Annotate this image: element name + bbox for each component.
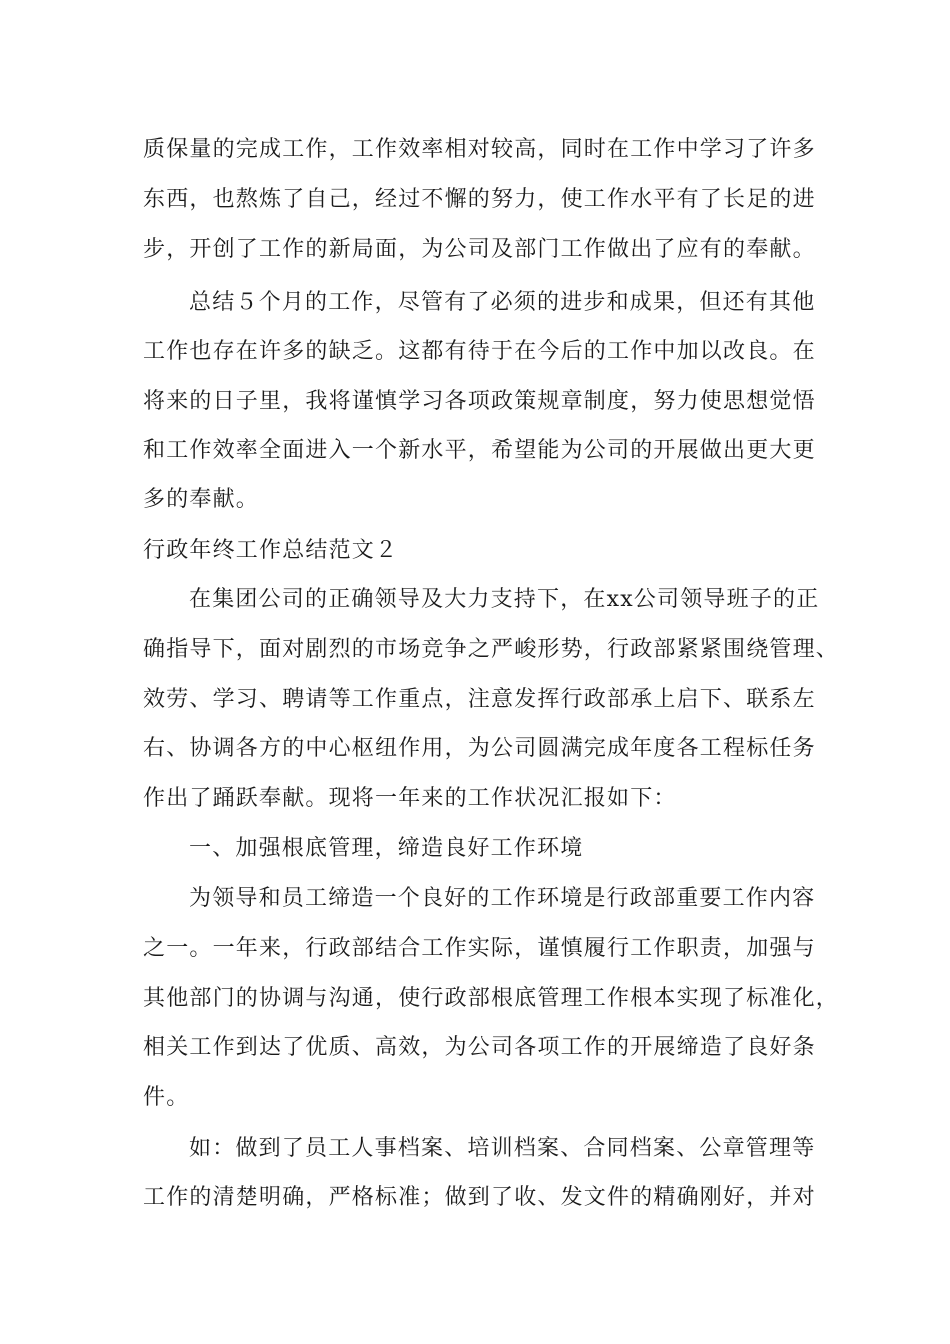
paragraph-line: 右、协调各方的中心枢纽作用，为公司圆满完成年度各工程标任务 [143, 736, 816, 761]
paragraph-line: 如：做到了员工人事档案、培训档案、合同档案、公章管理等 [189, 1136, 816, 1161]
section-heading: 行政年终工作总结范文２ [143, 538, 399, 563]
paragraph-line: 工作的清楚明确，严格标准；做到了收、发文件的精确刚好，并对 [143, 1185, 816, 1210]
paragraph-line: 将来的日子里，我将谨慎学习各项政策规章制度，努力使思想觉悟 [143, 389, 816, 414]
paragraph-line: 步，开创了工作的新局面，为公司及部门工作做出了应有的奉献。 [143, 237, 816, 262]
paragraph-line: 总结５个月的工作，尽管有了必须的进步和成果，但还有其他 [189, 290, 816, 315]
paragraph-line: 效劳、学习、聘请等工作重点，注意发挥行政部承上启下、联系左 [143, 687, 816, 712]
paragraph-line: 工作也存在许多的缺乏。这都有待于在今后的工作中加以改良。在 [143, 339, 816, 364]
paragraph-line: 相关工作到达了优质、高效，为公司各项工作的开展缔造了良好条 [143, 1035, 816, 1060]
paragraph-line: 多的奉献。 [143, 487, 260, 512]
paragraph-line: 在集团公司的正确领导及大力支持下，在xx公司领导班子的正 [189, 587, 820, 612]
paragraph-line: 之一。一年来，行政部结合工作实际，谨慎履行工作职责，加强与 [143, 936, 816, 961]
paragraph-line: 确指导下，面对剧烈的市场竞争之严峻形势，行政部紧紧围绕管理、 [143, 637, 840, 662]
paragraph-line: 作出了踊跃奉献。现将一年来的工作状况汇报如下： [143, 786, 677, 811]
paragraph-line: 质保量的完成工作，工作效率相对较高，同时在工作中学习了许多 [143, 137, 816, 162]
paragraph-line: 其他部门的协调与沟通，使行政部根底管理工作根本实现了标准化， [143, 986, 840, 1011]
subheading: 一、加强根底管理，缔造良好工作环境 [189, 836, 584, 861]
paragraph-line: 和工作效率全面进入一个新水平，希望能为公司的开展做出更大更 [143, 438, 816, 463]
paragraph-line: 为领导和员工缔造一个良好的工作环境是行政部重要工作内容 [189, 886, 816, 911]
paragraph-line: 东西，也熬炼了自己，经过不懈的努力，使工作水平有了长足的进 [143, 187, 816, 212]
paragraph-line: 件。 [143, 1085, 190, 1110]
